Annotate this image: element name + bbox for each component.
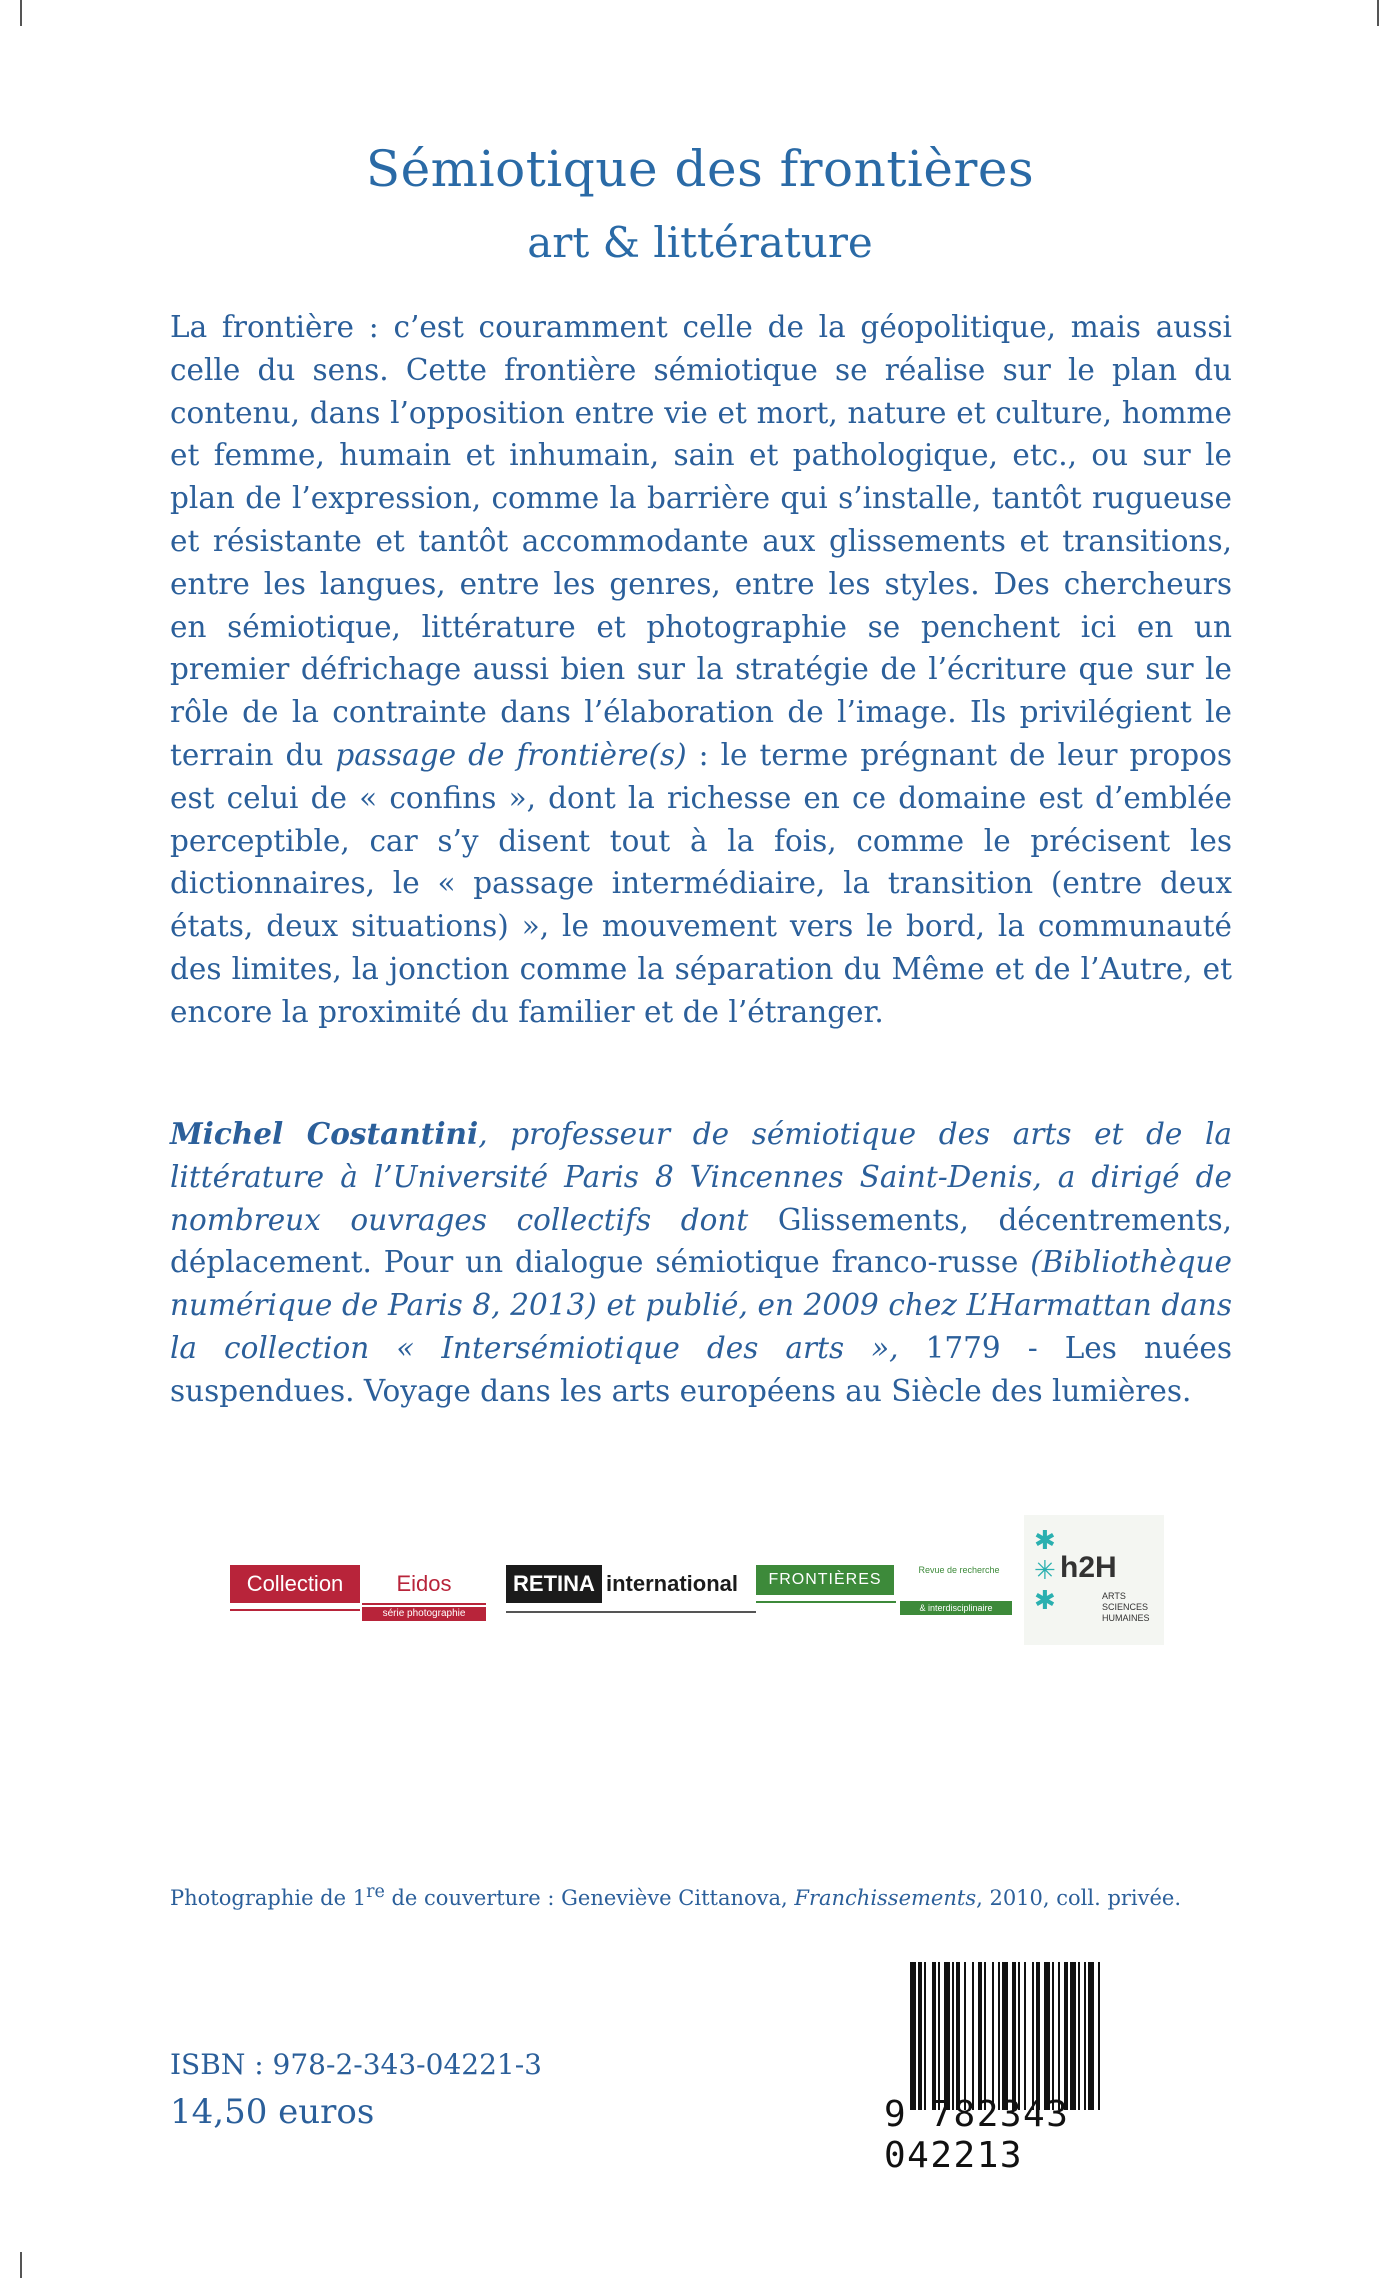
bio-book-1: Glissements, décentrements, déplacement. Pour un dialogue sémiotique franco-russe <box>170 1202 1232 1280</box>
barcode-digits: 9 782343 042213 <box>884 2094 1070 2176</box>
blurb-text-1: La frontière : c’est couramment celle de la géopolitique, mais aussi celle du sens. Cette frontière sémiotique se réalise sur le plan du contenu, dans l’opposition entre vie et mort, nature et culture, homme et femme, humain et inhumain, sain et pathologique, etc., ou sur le plan de l’expression, comme la barrière qui s’installe, tantôt rugueuse et résistante et tantôt accommodante aux glissements et transitions, entre les langues, entre les genres, entre les styles. Des chercheurs en sémiotique, littérature et photographie se penchent ici en un premier défrichage aussi bien sur la stratégie de l’écriture que sur le rôle de la contrainte dans l’élaboration de l’image. Ils privilégient le terrain du <box>170 310 1232 772</box>
eidos-name: Eidos <box>362 1565 486 1605</box>
price: 14,50 euros <box>170 2092 375 2132</box>
eidos-series: série photographie <box>362 1607 486 1621</box>
crop-mark-top-left <box>20 0 22 26</box>
frontieres-logo <box>756 1565 1012 1623</box>
barcode-bars-icon <box>908 1962 1218 2110</box>
credit-work-title: Franchissements <box>794 1886 977 1910</box>
crop-mark-top-right <box>1377 0 1379 26</box>
credit-superscript: re <box>366 1882 385 1902</box>
eidos-divider <box>230 1609 360 1611</box>
book-subtitle: art & littérature <box>527 218 873 267</box>
frontieres-tagline: Revue de recherche <box>918 1565 1000 1575</box>
credit-prefix: Photographie de 1 <box>170 1886 367 1910</box>
h2h-subtitle: ARTS SCIENCES HUMAINES <box>1102 1591 1150 1623</box>
book-blurb <box>170 306 1232 1034</box>
cover-photo-credit <box>170 1882 1232 1910</box>
retina-international-label: international <box>606 1571 739 1596</box>
blurb-italic: passage de frontière(s) <box>335 737 687 772</box>
retina-divider <box>506 1611 756 1613</box>
frontieres-label: FRONTIÈRES <box>756 1565 894 1595</box>
bio-book-2: 1779 - Les nuées suspendues. Voyage dans les arts européens au Siècle des lumières. <box>170 1330 1232 1408</box>
crop-mark-bottom-left <box>20 2252 22 2278</box>
bio-italic-1: , professeur de sémiotique des arts et de la littérature à l’Université Paris 8 Vincennes Saint-Denis, a dirigé de nombreux ouvrages collectifs dont <box>170 1117 1232 1237</box>
bio-italic-2: (Bibliothèque numérique de Paris 8, 2013) et publié, en 2009 chez L’Harmattan dans la collection « Intersémiotique des arts », <box>170 1245 1232 1365</box>
isbn: ISBN : 978-2-343-04221-3 <box>170 2048 542 2081</box>
frontieres-divider <box>756 1601 896 1603</box>
blurb-text-2: : le terme prégnant de leur propos est celui de « confins », dont la richesse en ce domaine est d’emblée perceptible, car s’y disent tout à la fois, comme le précisent les dictionnaires, le « passage intermédiaire, la transition (entre deux états, deux situations) », le mouvement vers le bord, la communauté des limites, la jonction comme la séparation du Même et de l’Autre, et encore la proximité du familier et de l’étranger. <box>170 737 1232 1029</box>
book-title: Sémiotique des frontières <box>365 140 1035 198</box>
publisher-logos <box>230 1515 1190 1645</box>
h2h-decoration-icon: ✱ ✳ ✱ <box>1034 1525 1056 1615</box>
retina-box: RETINA <box>506 1565 602 1603</box>
collection-eidos-logo <box>230 1565 486 1623</box>
credit-middle: de couverture : Geneviève Cittanova, <box>384 1886 795 1910</box>
retina-international-logo <box>506 1565 756 1623</box>
eidos-collection-label: Collection <box>230 1565 360 1603</box>
h2h-mark: h2H <box>1060 1551 1117 1584</box>
author-bio <box>170 1113 1232 1413</box>
barcode <box>878 1962 1228 2176</box>
frontieres-bar: & interdisciplinaire <box>900 1601 1012 1615</box>
credit-suffix: , 2010, coll. privée. <box>976 1886 1182 1910</box>
h2h-logo <box>1024 1515 1164 1645</box>
author-name: Michel Costantini <box>170 1116 479 1151</box>
